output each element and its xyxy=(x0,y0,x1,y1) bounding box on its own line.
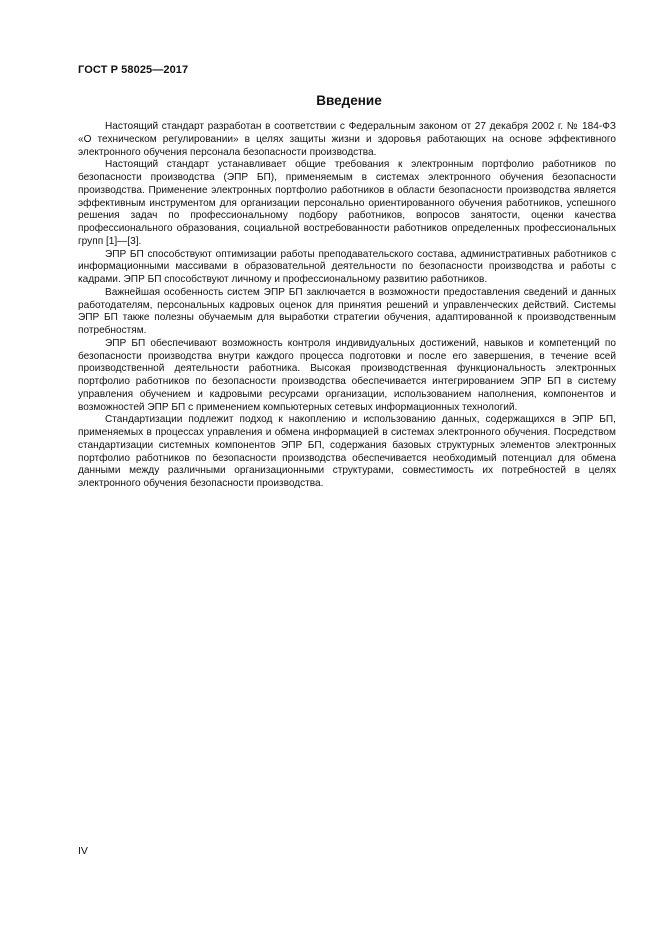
document-code: ГОСТ Р 58025—2017 xyxy=(78,64,189,76)
paragraph: ЭПР БП обеспечивают возможность контроля индивидуальных достижений, навыков и компетенций по безопасности производства внутри каждого процесса подготовки и после его завершения, в течение всей производственной деятельности работника. Высокая производственная функциональность электронных портфолио работников по безопасности производства обеспечивается интегрированием ЭПР БП в систему управления обучением и кадровыми ресурсами организации, использованием наполнения, компонентов и возможностей ЭПР БП с применением компьютерных сетевых информационных технологий. xyxy=(78,337,616,413)
paragraph: Настоящий стандарт разработан в соответствии с Федеральным законом от 27 декабря 2002 г. № 184-ФЗ «О техническом регулировании» в целях защиты жизни и здоровья работающих на основе эффективного электронного обучения персонала безопасности производства. xyxy=(78,121,616,158)
paragraph: Стандартизации подлежит подход к накоплению и использованию данных, содержащихся в ЭПР БП, применяемых в процессах управления и обмена информацией в системах электронного обучения. Посредством стандартизации системных компонентов ЭПР БП, содержания базовых структурных элементов электронных портфолио работников по безопасности производства обеспечивается необходимый потенциал для обмена данными между различными организационными структурами, совместимость их потребностей в целях электронного обучения безопасности производства. xyxy=(78,414,616,489)
body-text xyxy=(78,121,616,491)
section-title: Введение xyxy=(316,93,382,108)
page-number: IV xyxy=(78,845,88,857)
paragraph: ЭПР БП способствуют оптимизации работы преподавательского состава, административных работников с информационными массивами в образовательной деятельности по безопасности производства и работы с кадрами. ЭПР БП способствуют личному и профессиональному развитию работников. xyxy=(78,248,616,285)
paragraph: Важнейшая особенность систем ЭПР БП заключается в возможности предоставления сведений и данных работодателям, персональных кадровых оценок для принятия решений и управленческих действий. Системы ЭПР БП также полезны обучаемым для выработки стратегии обучения, адаптированной к производственным потребностям. xyxy=(78,286,616,336)
paragraph: Настоящий стандарт устанавливает общие требования к электронным портфолио работников по безопасности производства (ЭПР БП), применяемым в системах электронного обучения безопасности производства. Применение электронных портфолио работников в области безопасности производства является эффективным инструментом для организации персонально ориентированного обучения работников, успешного решения задач по профессиональному подбору работников, вопросов занятости, оценки качества профессионального образования, социальной востребованности работников определенных профессиональных групп [1]—[3]. xyxy=(78,159,616,247)
